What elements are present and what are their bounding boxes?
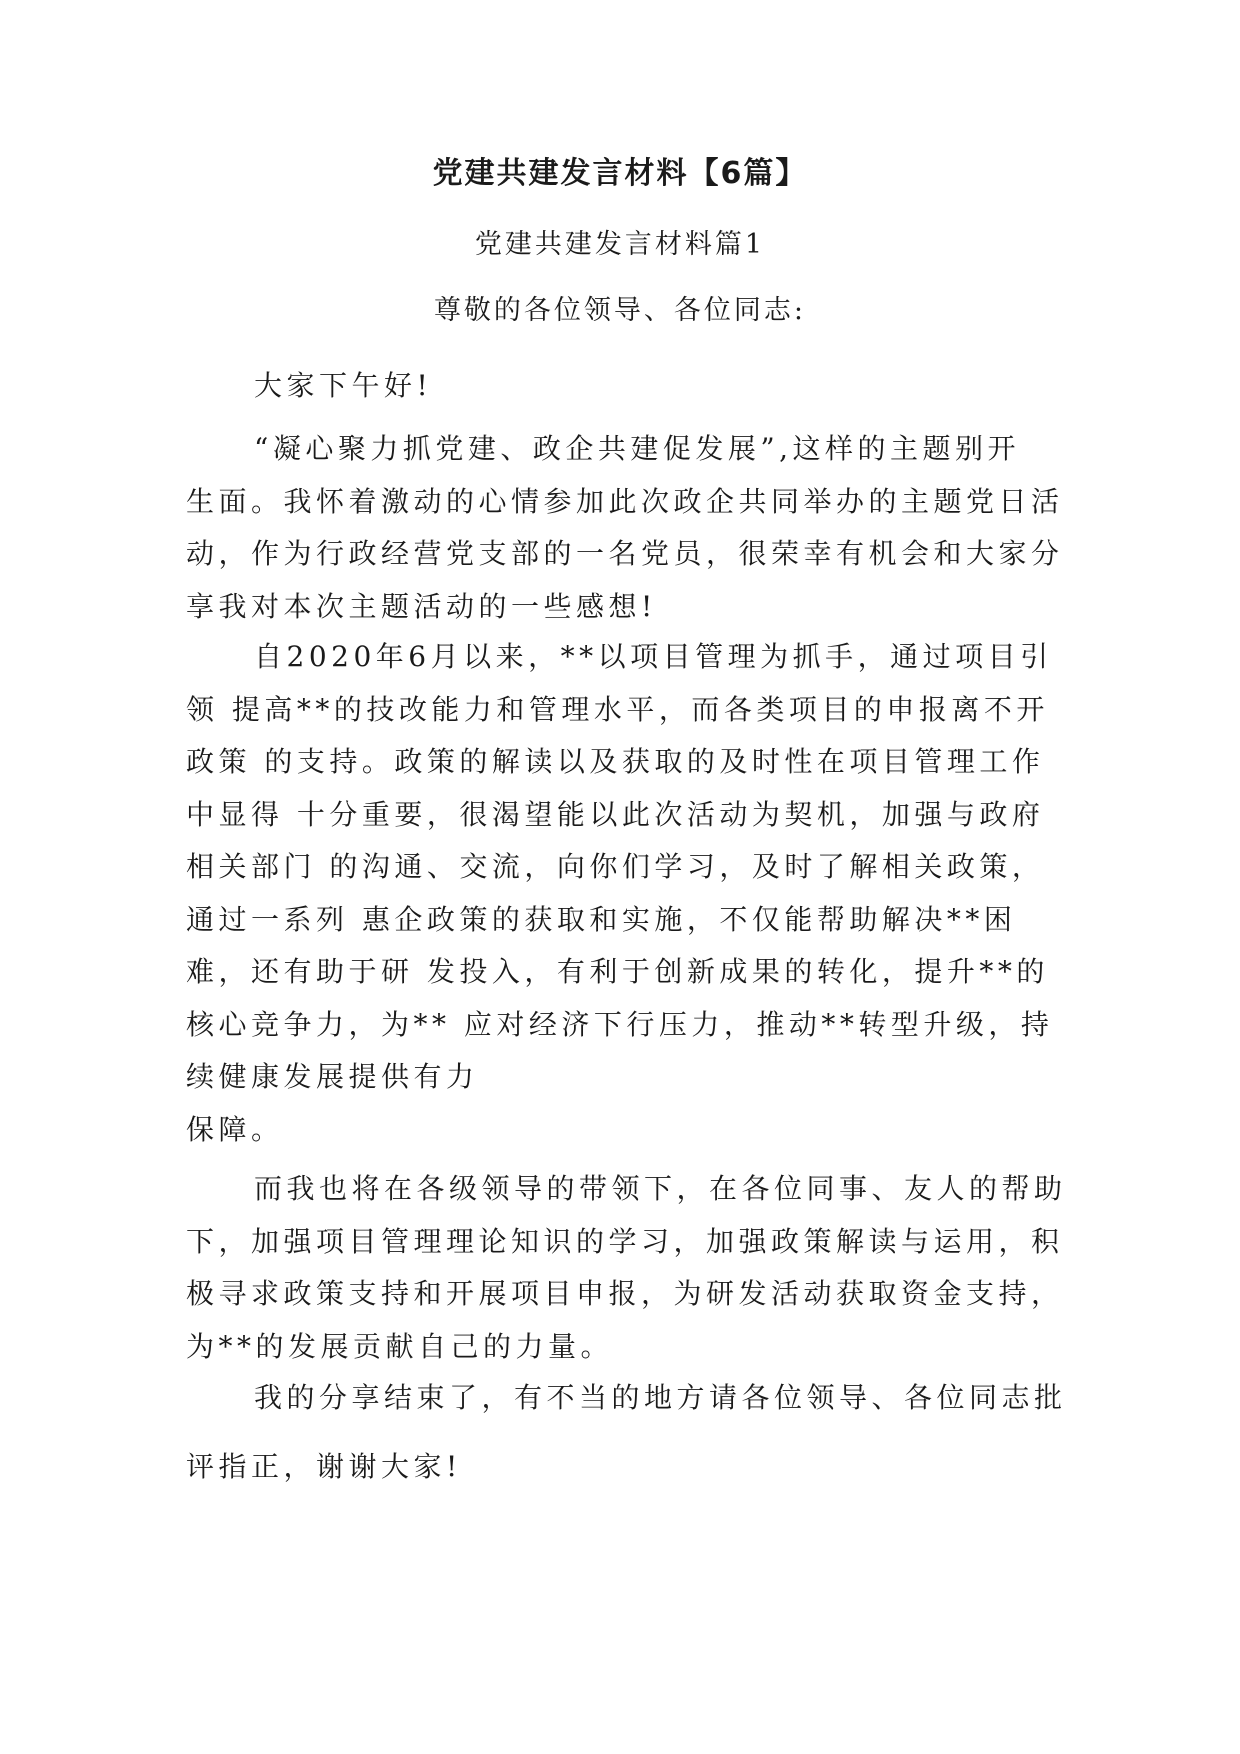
document-subtitle: 党建共建发言材料篇1 xyxy=(474,229,766,260)
paragraph-2-line: 续健康发展提供有力 xyxy=(186,1060,479,1093)
salutation: 尊敬的各位领导、各位同志: xyxy=(433,295,807,326)
paragraph-3-line: 为**的发展贡献自己的力量。 xyxy=(186,1329,614,1363)
paragraph-2-line: 中显得 十分重要，很渴望能以此次活动为契机，加强与政府 xyxy=(186,797,1045,831)
paragraph-4 xyxy=(186,1372,1067,1493)
paragraph-1-line: 生面。我怀着激动的心情参加此次政企共同举办的主题党日活 xyxy=(186,484,1064,518)
greeting xyxy=(186,360,1056,413)
paragraph-2-line: 相关部门 的沟通、交流，向你们学习，及时了解相关政策， xyxy=(186,850,1045,883)
paragraph-2-line: 难，还有助于研 发投入，有利于创新成果的转化，提升**的 xyxy=(186,955,1049,988)
paragraph-2-line: 保障。 xyxy=(186,1112,284,1146)
paragraph-3 xyxy=(186,1163,1067,1373)
paragraph-4-line: 我的分享结束了，有不当的地方请各位领导、各位同志批 xyxy=(254,1381,1067,1414)
paragraph-3-line: 而我也将在各级领导的带领下，在各位同事、友人的帮助 xyxy=(254,1172,1067,1205)
paragraph-1-line: 享我对本次主题活动的一些感想! xyxy=(186,589,657,623)
paragraph-3-line: 下，加强项目管理理论知识的学习，加强政策解读与运用，积 xyxy=(186,1224,1064,1258)
greeting-line: 大家下午好! xyxy=(254,369,433,402)
paragraph-1 xyxy=(186,423,1064,633)
paragraph-1-line: “凝心聚力抓党建、政企共建促发展”,这样的主题别开 xyxy=(254,432,1021,465)
paragraph-2-line: 通过一系列 惠企政策的获取和实施，不仅能帮助解决**困 xyxy=(186,902,1017,936)
paragraph-3-line: 极寻求政策支持和开展项目申报，为研发活动获取资金支持， xyxy=(186,1277,1064,1310)
paragraph-2-line: 核心竞争力，为** 应对经济下行压力，推动**转型升级，持 xyxy=(186,1007,1054,1041)
paragraph-2-line: 领 提高**的技改能力和管理水平，而各类项目的申报离不开 xyxy=(186,692,1049,726)
paragraph-2-line: 自2020年6月以来，**以项目管理为抓手，通过项目引 xyxy=(254,640,1053,673)
paragraph-2 xyxy=(186,631,1056,1156)
paragraph-4-line: 评指正，谢谢大家! xyxy=(186,1449,462,1483)
paragraph-2-line: 政策 的支持。政策的解读以及获取的及时性在项目管理工作 xyxy=(186,745,1045,778)
paragraph-1-line: 动，作为行政经营党支部的一名党员，很荣幸有机会和大家分 xyxy=(186,537,1064,570)
document-title: 党建共建发言材料【6篇】 xyxy=(432,156,808,191)
